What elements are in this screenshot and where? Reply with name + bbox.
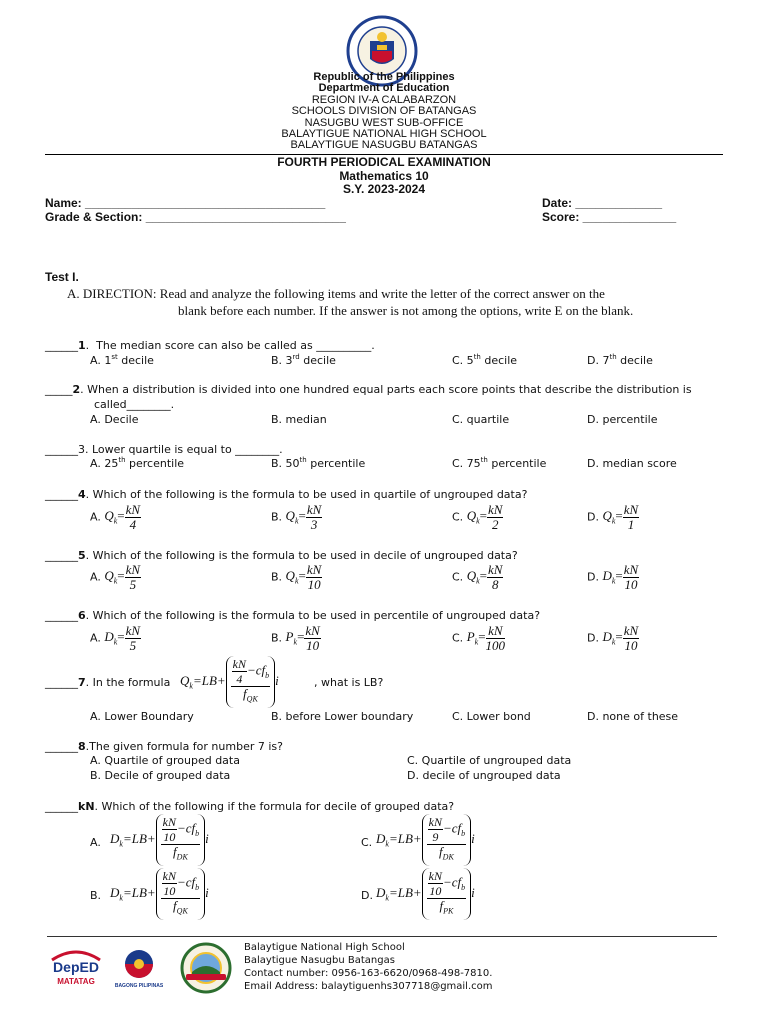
score-field[interactable]: Score: ______________ — [542, 210, 677, 224]
date-field[interactable]: Date: _____________ — [542, 196, 663, 210]
q4-option-d: D. $Q_k=$ $\frac{kN}{1}$ — [587, 502, 639, 532]
question-2-cont: called________. — [94, 398, 175, 411]
q1-option-c: C. 5th decile — [452, 353, 518, 367]
bagong-pilipinas-logo — [113, 946, 165, 990]
q2-option-d: D. percentile — [587, 413, 658, 426]
question-number: 8 — [78, 740, 86, 753]
fraction: $\frac{kN}{3}$ — [306, 502, 322, 532]
q7-big-paren: $\frac{kN}{4}$ $-cf_b$ $f_{QK}$ — [226, 656, 276, 708]
question-7-cont: , what is LB? — [314, 676, 384, 689]
q3-option-b: B. 50th percentile — [271, 456, 366, 470]
q1-option-b: B. 3rd decile — [271, 353, 336, 367]
q7-option-b: B. before Lower boundary — [271, 710, 414, 723]
question-4 — [45, 488, 527, 501]
formula: $D_k=$ $\frac{kN}{10}$ — [602, 623, 639, 653]
question-7 — [45, 676, 170, 689]
answer-blank[interactable]: ______ — [45, 488, 78, 501]
test-title: Test I. — [45, 270, 79, 284]
q1-option-a: A. 1st decile — [90, 353, 154, 367]
question-text: . Lower quartile is equal to ________. — [85, 443, 283, 456]
fraction: $\frac{kN}{8}$ — [487, 562, 503, 592]
formula: $D_k=$ $\frac{kN}{10}$ — [602, 562, 639, 592]
question-text: .The given formula for number 7 is? — [85, 740, 283, 753]
header-republic: Republic of the Philippines — [313, 71, 455, 83]
formula: $Q_k=$ $\frac{kN}{1}$ — [602, 502, 639, 532]
formula: $Q_k=$ $\frac{kN}{3}$ — [285, 502, 322, 532]
answer-blank[interactable]: ______ — [45, 549, 78, 562]
formula: $P_k=$ $\frac{kN}{10}$ — [285, 623, 320, 653]
exam-subject: Mathematics 10 — [339, 168, 429, 183]
answer-blank[interactable]: ______ — [45, 443, 78, 456]
q9-option-a-formula: $D_k=LB+$ $\frac{kN}{10}$ $-cf_b$ $f_{DK}$ i — [110, 814, 209, 866]
fraction: $\frac{kN}{10}$ — [623, 623, 639, 653]
header-region: REGION IV-A CALABARZON — [311, 93, 457, 106]
answer-blank[interactable]: ______ — [45, 740, 78, 753]
formula: $Q_k=$ $\frac{kN}{2}$ — [466, 502, 503, 532]
q2-option-b: B. median — [271, 413, 327, 426]
answer-blank[interactable]: ______ — [45, 609, 78, 622]
svg-text:BAGONG PILIPINAS: BAGONG PILIPINAS — [114, 983, 164, 989]
formula: $Q_k=$ $\frac{kN}{8}$ — [466, 562, 503, 592]
footer-email[interactable]: Email Address: balaytiguenhs307718@gmail.com — [244, 981, 493, 992]
footer-divider — [47, 936, 717, 937]
q7-option-a: A. Lower Boundary — [90, 710, 194, 723]
big-paren: $\frac{kN}{10}$ $-cf_b$ $f_{QK}$ — [156, 868, 206, 920]
q5-option-a: A. $Q_k=$ $\frac{kN}{5}$ — [90, 562, 141, 592]
q4-option-a: A. $Q_k=$ $\frac{kN}{4}$ — [90, 502, 141, 532]
question-5 — [45, 549, 518, 562]
q5-option-c: C. $Q_k=$ $\frac{kN}{8}$ — [452, 562, 503, 592]
q8-option-d: D. decile of ungrouped data — [407, 769, 561, 782]
question-1 — [45, 339, 375, 352]
fraction: $\frac{kN}{10}$ — [623, 562, 639, 592]
fraction: $\frac{kN}{10}$ — [306, 562, 322, 592]
header-department: Department of Education — [318, 82, 450, 95]
formula: $P_k=$ $\frac{kN}{100}$ — [466, 623, 506, 653]
footer-school: Balaytigue National High School — [244, 942, 405, 953]
footer-contact: Contact number: 0956-163-6620/0968-498-7810. — [244, 968, 493, 979]
direction-line-2: blank before each number. If the answer is not among the options, write E on the blank. — [178, 303, 634, 318]
header-school: BALAYTIGUE NATIONAL HIGH SCHOOL — [281, 128, 487, 141]
q5-option-b: B. $Q_k=$ $\frac{kN}{10}$ — [271, 562, 322, 592]
question-text: . Which of the following is the formula to be used in quartile of ungrouped data? — [85, 488, 528, 501]
header-division: SCHOOLS DIVISION OF BATANGAS — [291, 105, 477, 118]
question-number: 2 — [72, 383, 81, 396]
question-text: . When a distribution is divided into one hundred equal parts each score points that describe the distribution is — [80, 383, 692, 396]
answer-blank[interactable]: ______ — [45, 800, 78, 813]
direction-line-1: A. DIRECTION: Read and analyze the following items and write the letter of the correct answer on the — [67, 286, 605, 301]
header-address: BALAYTIGUE NASUGBU BATANGAS — [290, 139, 478, 152]
question-text: . In the formula — [85, 676, 171, 689]
question-number: 7 — [78, 676, 86, 689]
question-8 — [45, 740, 283, 753]
question-number: 3 — [78, 443, 85, 456]
deped-matatag-logo — [48, 946, 104, 990]
exam-title: FOURTH PERIODICAL EXAMINATION — [277, 155, 491, 169]
question-text: . Which of the following is the formula to be used in percentile of ungrouped data? — [85, 609, 541, 622]
q9-option-c-label: C. — [361, 836, 373, 849]
question-number: 5 — [78, 549, 86, 562]
q9-option-b-formula: $D_k=LB+$ $\frac{kN}{10}$ $-cf_b$ $f_{QK}$ i — [110, 868, 209, 920]
q3-option-c: C. 75th percentile — [452, 456, 547, 470]
q9-option-b-label: B. — [90, 889, 102, 902]
question-number: kN — [78, 800, 95, 813]
question-text: . Which of the following is the formula to be used in decile of ungrouped data? — [85, 549, 518, 562]
formula: $Q_k=$ $\frac{kN}{4}$ — [104, 502, 141, 532]
q2-option-a: A. Decile — [90, 413, 139, 426]
fraction: $\frac{kN}{1}$ — [623, 502, 639, 532]
question-number: 4 — [78, 488, 86, 501]
q5-option-d: D. $D_k=$ $\frac{kN}{10}$ — [587, 562, 639, 592]
header-block — [0, 72, 768, 152]
q9-option-a-label: A. — [90, 836, 101, 849]
q1-option-d: D. 7th decile — [587, 353, 653, 367]
footer-address: Balaytigue Nasugbu Batangas — [244, 955, 395, 966]
question-3 — [45, 443, 283, 456]
q6-option-a: A. $D_k=$ $\frac{kN}{5}$ — [90, 623, 141, 653]
fraction: $\frac{kN}{4}$ — [125, 502, 141, 532]
question-number: 1 — [78, 339, 86, 352]
svg-text:DepED: DepED — [53, 959, 99, 975]
footer-info — [244, 941, 493, 993]
question-9 — [45, 800, 454, 813]
question-text: . Which of the following if the formula for decile of grouped data? — [94, 800, 455, 813]
q6-option-b: B. $P_k=$ $\frac{kN}{10}$ — [271, 623, 320, 653]
q9-option-d-label: D. — [361, 889, 373, 902]
formula: $D_k=$ $\frac{kN}{5}$ — [104, 623, 141, 653]
formula: $Q_k=$ $\frac{kN}{10}$ — [285, 562, 322, 592]
q9-option-c-formula: $D_k=LB+$ $\frac{kN}{9}$ $-cf_b$ $f_{DK}$ i — [376, 814, 475, 866]
question-2 — [45, 383, 692, 396]
answer-blank[interactable]: ______ — [45, 676, 78, 689]
q6-option-c: C. $P_k=$ $\frac{kN}{100}$ — [452, 623, 506, 653]
q3-option-d: D. median score — [587, 457, 677, 470]
q8-option-a: A. Quartile of grouped data — [90, 754, 240, 767]
q4-option-c: C. $Q_k=$ $\frac{kN}{2}$ — [452, 502, 503, 532]
big-paren: $\frac{kN}{10}$ $-cf_b$ $f_{PK}$ — [422, 868, 472, 920]
question-text: . The median score can also be called as __________. — [85, 339, 375, 352]
q7-formula: $Q_k=LB+$ $\frac{kN}{4}$ $-cf_b$ $f_{QK}$ i — [180, 656, 279, 708]
question-6 — [45, 609, 540, 622]
name-field[interactable]: Name: ____________________________________ — [45, 196, 326, 210]
q2-option-c: C. quartile — [452, 413, 510, 426]
exam-title-block — [0, 156, 768, 197]
q8-option-c: C. Quartile of ungrouped data — [407, 754, 572, 767]
header-suboffice: NASUGBU WEST SUB-OFFICE — [304, 116, 464, 129]
q7-option-d: D. none of these — [587, 710, 679, 723]
fraction: $\frac{kN}{5}$ — [125, 562, 141, 592]
q7-option-c: C. Lower bond — [452, 710, 531, 723]
grade-section-field[interactable]: Grade & Section: ______________________________ — [45, 210, 346, 224]
fraction: $\frac{kN}{100}$ — [485, 623, 506, 653]
school-seal — [176, 942, 236, 994]
q4-option-b: B. $Q_k=$ $\frac{kN}{3}$ — [271, 502, 322, 532]
fraction: $\frac{kN}{10}$ — [305, 623, 320, 653]
big-paren: $\frac{kN}{10}$ $-cf_b$ $f_{DK}$ — [156, 814, 206, 866]
answer-blank[interactable]: ______ — [45, 339, 78, 352]
exam-school-year: S.Y. 2023-2024 — [342, 182, 426, 196]
big-paren: $\frac{kN}{9}$ $-cf_b$ $f_{DK}$ — [422, 814, 472, 866]
svg-text:MATATAG: MATATAG — [57, 977, 95, 986]
question-number: 6 — [78, 609, 86, 622]
q3-option-a: A. 25th percentile — [90, 456, 185, 470]
q6-option-d: D. $D_k=$ $\frac{kN}{10}$ — [587, 623, 639, 653]
q9-option-d-formula: $D_k=LB+$ $\frac{kN}{10}$ $-cf_b$ $f_{PK}$ i — [376, 868, 475, 920]
answer-blank[interactable]: _____ — [45, 383, 73, 396]
q8-option-b: B. Decile of grouped data — [90, 769, 231, 782]
fraction: $\frac{kN}{2}$ — [487, 502, 503, 532]
fraction: $\frac{kN}{5}$ — [125, 623, 141, 653]
formula: $Q_k=$ $\frac{kN}{5}$ — [104, 562, 141, 592]
